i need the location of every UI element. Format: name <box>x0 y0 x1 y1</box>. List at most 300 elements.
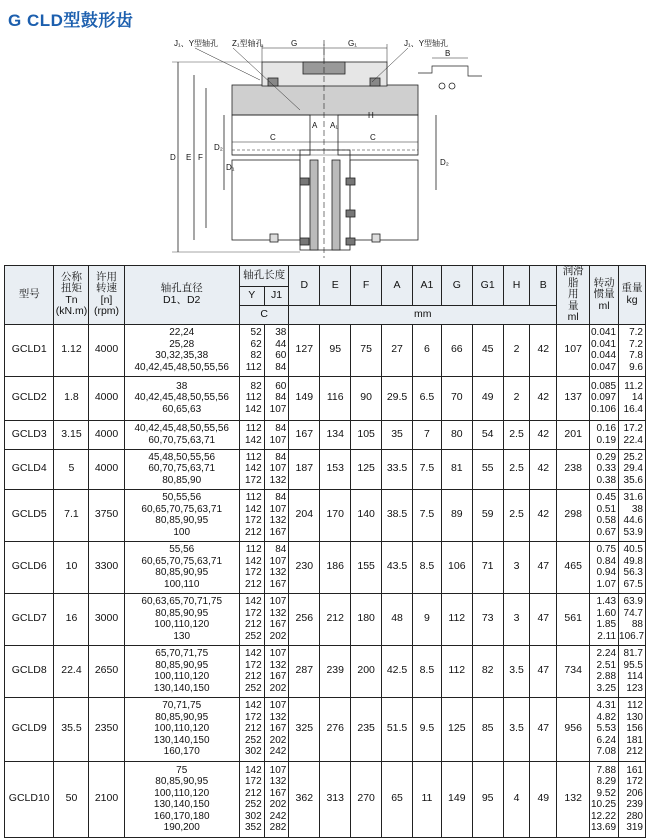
cell-d: 127 <box>289 324 320 376</box>
cell-model: GCLD7 <box>5 593 54 645</box>
cell-y-line: 82 <box>250 380 262 392</box>
cell-inertia-line: 7.88 <box>596 764 617 776</box>
label-e: E <box>186 153 192 162</box>
cell-y-line: 112 <box>245 492 262 503</box>
cell-weight-line: 16.4 <box>623 403 643 415</box>
cell-inertia <box>590 593 619 645</box>
cell-bores-line: 60,70,75,63,71 <box>148 463 216 475</box>
cell-a1: 6.5 <box>412 376 441 420</box>
cell-j1-line: 132 <box>269 474 287 486</box>
table-row <box>5 324 646 376</box>
header-a: A <box>382 266 413 306</box>
cell-inertia-line: 1.60 <box>596 607 617 619</box>
cell-weight <box>619 697 646 761</box>
cell-weight-line: 161 <box>626 764 643 776</box>
cell-torque: 1.8 <box>54 376 89 420</box>
cell-g: 125 <box>441 697 472 761</box>
cell-e: 313 <box>320 761 351 837</box>
cell-y-line: 142 <box>244 403 262 415</box>
cell-lube: 956 <box>557 697 590 761</box>
cell-bores-line: 80,85,90,95 <box>155 515 209 526</box>
label-hole-z: Z₁型轴孔 <box>232 39 264 48</box>
cell-inertia <box>590 697 619 761</box>
cell-j1-line: 107 <box>269 434 287 446</box>
cell-weight-line: 114 <box>627 671 643 682</box>
cell-weight-line: 7.2 <box>629 327 643 338</box>
cell-weight-line: 123 <box>626 682 643 694</box>
cell-speed: 2350 <box>89 697 124 761</box>
cell-b: 47 <box>530 645 557 697</box>
cell-weight-line: 44.6 <box>623 515 643 526</box>
cell-inertia-line: 0.38 <box>596 474 617 486</box>
cell-y-line: 172 <box>244 515 262 526</box>
cell-b: 47 <box>530 541 557 593</box>
cell-weight <box>619 449 646 489</box>
cell-a: 43.5 <box>382 541 413 593</box>
cell-bores-line: 100 <box>173 526 191 538</box>
cell-e: 153 <box>320 449 351 489</box>
cell-j1-line: 167 <box>269 723 287 735</box>
label-a: A <box>312 121 318 130</box>
cell-b: 42 <box>530 489 557 541</box>
cell-y-line: 302 <box>244 810 262 822</box>
cell-weight-line: 181 <box>626 734 643 746</box>
cell-model: GCLD4 <box>5 449 54 489</box>
table-row <box>5 697 646 761</box>
cell-bores-line: 130,140,150 <box>153 734 210 746</box>
cell-y <box>239 489 264 541</box>
cell-bores <box>124 593 239 645</box>
cell-bores-line: 25,28 <box>169 338 195 350</box>
cell-torque: 1.12 <box>54 324 89 376</box>
cell-f: 125 <box>351 449 382 489</box>
label-hole-left: J₁、Y型轴孔 <box>174 39 219 48</box>
cell-inertia-line: 0.45 <box>596 492 617 503</box>
header-g: G <box>441 266 472 306</box>
cell-weight-line: 239 <box>626 799 643 810</box>
cell-g: 70 <box>441 376 472 420</box>
cell-h: 3.5 <box>503 645 530 697</box>
cell-j1-line: 84 <box>275 392 287 404</box>
header-d: D <box>289 266 320 306</box>
cell-model: GCLD8 <box>5 645 54 697</box>
cell-weight <box>619 376 646 420</box>
cell-bores-line: 130,140,150 <box>153 799 210 810</box>
cell-g1: 49 <box>472 376 503 420</box>
cell-a1: 8.5 <box>412 645 441 697</box>
cell-h: 2.5 <box>503 489 530 541</box>
cell-bores-line: 130 <box>173 630 191 642</box>
cell-bores-line: 100,110 <box>164 578 200 590</box>
cell-bores-line: 80,85,90,95 <box>155 776 209 787</box>
cell-y-line: 212 <box>244 787 262 799</box>
cell-weight-line: 49.8 <box>623 555 643 567</box>
label-f: F <box>198 153 203 162</box>
cell-y-line: 142 <box>244 764 262 776</box>
cell-y-line: 212 <box>244 526 262 538</box>
cell-speed: 4000 <box>89 420 124 449</box>
cell-j1-line: 167 <box>269 578 287 590</box>
cell-inertia-line: 0.041 <box>590 338 617 350</box>
cell-lube: 734 <box>557 645 590 697</box>
cell-j1-line: 202 <box>269 630 287 642</box>
cell-f: 155 <box>351 541 382 593</box>
cell-lube: 238 <box>557 449 590 489</box>
cell-inertia-line: 4.82 <box>596 711 617 723</box>
cell-inertia-line: 0.67 <box>596 526 617 538</box>
header-h: H <box>503 266 530 306</box>
cell-y-line: 212 <box>244 619 262 630</box>
cell-y-line: 142 <box>244 596 262 607</box>
cell-inertia-line: 2.11 <box>597 630 617 642</box>
cell-bores-line: 30,32,35,38 <box>155 350 209 361</box>
cell-j1-line: 132 <box>269 711 287 723</box>
cell-inertia <box>590 449 619 489</box>
cell-d: 167 <box>289 420 320 449</box>
cell-inertia <box>590 420 619 449</box>
cell-h: 2 <box>503 324 530 376</box>
cell-h: 3.5 <box>503 697 530 761</box>
cell-y-line: 112 <box>245 392 262 404</box>
cell-b: 42 <box>530 449 557 489</box>
cell-inertia-line: 0.94 <box>596 567 617 578</box>
table-row <box>5 761 646 837</box>
label-a1: A₁ <box>330 121 339 130</box>
cell-y <box>239 376 264 420</box>
cell-f: 75 <box>351 324 382 376</box>
header-weight: 重量 kg <box>619 266 646 325</box>
cell-y-line: 112 <box>245 423 262 434</box>
cell-a: 48 <box>382 593 413 645</box>
cell-j1 <box>264 697 289 761</box>
cell-f: 105 <box>351 420 382 449</box>
cell-bores-line: 130,140,150 <box>153 682 210 694</box>
cell-y-line: 52 <box>250 327 262 338</box>
cell-j1-line: 167 <box>269 526 287 538</box>
cell-a1: 11 <box>412 761 441 837</box>
cell-h: 4 <box>503 761 530 837</box>
cell-weight-line: 40.5 <box>623 544 643 555</box>
cell-f: 200 <box>351 645 382 697</box>
header-c: C <box>239 305 288 324</box>
cell-weight-line: 280 <box>626 810 643 822</box>
cell-j1-line: 202 <box>269 799 287 810</box>
cell-a1: 7.5 <box>412 449 441 489</box>
cell-y-line: 212 <box>244 671 262 682</box>
cell-e: 134 <box>320 420 351 449</box>
cell-y-line: 302 <box>244 746 262 758</box>
cell-inertia-line: 0.84 <box>596 555 617 567</box>
cell-y-line: 82 <box>250 350 262 361</box>
cell-weight-line: 130 <box>626 711 643 723</box>
cell-j1-line: 167 <box>269 787 287 799</box>
cell-a1: 8.5 <box>412 541 441 593</box>
cell-j1-line: 107 <box>269 403 287 415</box>
cell-g1: 73 <box>472 593 503 645</box>
cell-bores-line: 160,170 <box>163 746 200 758</box>
cell-j1-line: 132 <box>269 659 287 671</box>
cell-f: 140 <box>351 489 382 541</box>
cell-j1 <box>264 489 289 541</box>
cell-inertia-line: 1.07 <box>596 578 617 590</box>
cell-b: 49 <box>530 761 557 837</box>
cell-bores <box>124 376 239 420</box>
cell-j1-line: 84 <box>275 492 287 503</box>
label-h: H <box>368 111 374 120</box>
cell-weight-line: 31.6 <box>623 492 643 503</box>
header-bore: 轴孔直径 D1、D2 <box>124 266 239 325</box>
cell-torque: 5 <box>54 449 89 489</box>
cell-weight-line: 22.4 <box>623 434 643 446</box>
cell-j1-line: 282 <box>269 822 287 833</box>
cell-weight-line: 38 <box>631 503 643 515</box>
table-row <box>5 376 646 420</box>
cell-inertia-line: 1.43 <box>596 596 617 607</box>
header-y: Y <box>239 287 264 306</box>
cell-y-line: 352 <box>244 822 262 833</box>
cell-j1 <box>264 541 289 593</box>
cell-g: 80 <box>441 420 472 449</box>
cell-model: GCLD3 <box>5 420 54 449</box>
cell-model: GCLD2 <box>5 376 54 420</box>
cell-weight <box>619 489 646 541</box>
cell-bores-line: 100,110,120 <box>154 787 210 799</box>
cell-inertia-line: 0.16 <box>596 423 617 434</box>
cell-lube: 561 <box>557 593 590 645</box>
cell-bores <box>124 645 239 697</box>
cell-j1-line: 107 <box>269 596 287 607</box>
cell-inertia-line: 12.22 <box>590 810 617 822</box>
cell-weight-line: 7.8 <box>629 350 643 361</box>
header-bore-length: 轴孔长度 <box>239 266 288 287</box>
label-hole-right: J₁、Y型轴孔 <box>404 39 449 48</box>
cell-speed: 3000 <box>89 593 124 645</box>
cell-j1-line: 242 <box>269 746 287 758</box>
cell-g: 149 <box>441 761 472 837</box>
cell-weight-line: 29.4 <box>623 463 643 475</box>
header-g1: G1 <box>472 266 503 306</box>
cell-h: 2.5 <box>503 449 530 489</box>
cell-bores-line: 70,71,75 <box>162 700 202 712</box>
cell-lube: 465 <box>557 541 590 593</box>
label-dz: D₂ <box>214 143 223 152</box>
cell-y-line: 142 <box>244 503 262 515</box>
cell-inertia-line: 1.85 <box>596 619 617 630</box>
cell-bores-line: 40,42,45,48,50,55,56 <box>134 423 229 434</box>
cell-inertia <box>590 324 619 376</box>
cell-y-line: 172 <box>244 659 262 671</box>
cell-weight-line: 7.2 <box>629 338 643 350</box>
cell-y-line: 172 <box>244 776 262 787</box>
cell-e: 276 <box>320 697 351 761</box>
cell-inertia-line: 3.25 <box>596 682 617 694</box>
cell-inertia-line: 13.69 <box>590 822 617 833</box>
cell-d: 325 <box>289 697 320 761</box>
cell-d: 362 <box>289 761 320 837</box>
cell-inertia-line: 8.29 <box>596 776 617 787</box>
cell-bores-line: 100,110,120 <box>154 671 210 682</box>
cell-bores-line: 80,85,90,95 <box>155 567 209 578</box>
cell-a: 33.5 <box>382 449 413 489</box>
cell-j1 <box>264 593 289 645</box>
table-row <box>5 449 646 489</box>
cell-y-line: 212 <box>244 723 262 735</box>
cell-a: 65 <box>382 761 413 837</box>
cell-j1-line: 132 <box>269 515 287 526</box>
cell-y <box>239 324 264 376</box>
cell-j1 <box>264 761 289 837</box>
cell-bores-line: 40,42,45,48,50,55,56 <box>134 361 229 373</box>
cell-g1: 95 <box>472 761 503 837</box>
cell-speed: 2650 <box>89 645 124 697</box>
cell-weight-line: 67.5 <box>623 578 643 590</box>
header-a1: A1 <box>412 266 441 306</box>
cell-lube: 132 <box>557 761 590 837</box>
cell-weight-line: 74.7 <box>623 607 643 619</box>
cell-bores-line: 80,85,90,95 <box>155 711 209 723</box>
cell-bores-line: 190,200 <box>163 822 200 833</box>
cell-j1-line: 84 <box>275 544 287 555</box>
cell-bores-line: 50,55,56 <box>162 492 202 503</box>
cell-b: 42 <box>530 376 557 420</box>
cell-bores-line: 55,56 <box>169 544 195 555</box>
cell-h: 2.5 <box>503 420 530 449</box>
cell-d: 256 <box>289 593 320 645</box>
cell-d: 187 <box>289 449 320 489</box>
cell-a: 27 <box>382 324 413 376</box>
cell-inertia-line: 0.044 <box>590 350 617 361</box>
cell-inertia-line: 0.58 <box>596 515 617 526</box>
cell-y-line: 172 <box>244 607 262 619</box>
cell-h: 2 <box>503 376 530 420</box>
cell-e: 239 <box>320 645 351 697</box>
cell-inertia-line: 0.33 <box>596 463 617 475</box>
spec-table <box>4 265 646 838</box>
cell-weight-line: 63.9 <box>623 596 643 607</box>
cell-g1: 71 <box>472 541 503 593</box>
cell-inertia-line: 2.24 <box>596 648 617 659</box>
cell-y-line: 142 <box>244 700 262 712</box>
cell-g1: 55 <box>472 449 503 489</box>
cell-bores-line: 80,85,90 <box>162 474 202 486</box>
cell-j1-line: 107 <box>269 648 287 659</box>
cell-inertia-line: 0.19 <box>596 434 617 446</box>
cell-y-line: 62 <box>250 338 262 350</box>
cell-j1-line: 167 <box>269 671 287 682</box>
cell-y <box>239 449 264 489</box>
cell-inertia-line: 10.25 <box>590 799 617 810</box>
cell-model: GCLD6 <box>5 541 54 593</box>
cell-g: 112 <box>441 645 472 697</box>
cell-torque: 16 <box>54 593 89 645</box>
cell-inertia <box>590 645 619 697</box>
label-d: D <box>170 153 176 162</box>
cell-bores-line: 38 <box>176 380 188 392</box>
cell-bores-line: 80,85,90,95 <box>155 607 209 619</box>
cell-bores <box>124 324 239 376</box>
cell-bores-line: 75 <box>176 764 188 776</box>
cell-inertia-line: 0.085 <box>590 380 617 392</box>
cell-g1: 82 <box>472 645 503 697</box>
cell-a: 35 <box>382 420 413 449</box>
cell-d: 204 <box>289 489 320 541</box>
cell-weight-line: 212 <box>626 746 643 758</box>
cell-g: 112 <box>441 593 472 645</box>
cell-j1 <box>264 324 289 376</box>
cell-inertia-line: 0.097 <box>590 392 617 404</box>
cell-g1: 85 <box>472 697 503 761</box>
label-b: B <box>445 49 451 58</box>
cell-y <box>239 697 264 761</box>
cell-j1-line: 84 <box>275 361 287 373</box>
cell-d: 287 <box>289 645 320 697</box>
cell-inertia-line: 0.51 <box>596 503 617 515</box>
cell-speed: 4000 <box>89 449 124 489</box>
table-row <box>5 645 646 697</box>
cell-y-line: 172 <box>244 567 262 578</box>
cell-bores <box>124 761 239 837</box>
cell-speed: 2100 <box>89 761 124 837</box>
cell-j1 <box>264 420 289 449</box>
cell-j1-line: 107 <box>269 764 287 776</box>
cell-torque: 22.4 <box>54 645 89 697</box>
cell-weight-line: 25.2 <box>623 451 643 463</box>
cell-b: 42 <box>530 420 557 449</box>
cell-j1 <box>264 645 289 697</box>
cell-y-line: 112 <box>245 361 262 373</box>
cell-j1 <box>264 376 289 420</box>
cell-model: GCLD9 <box>5 697 54 761</box>
cell-j1-line: 84 <box>275 451 287 463</box>
cell-weight <box>619 645 646 697</box>
cell-y-line: 142 <box>244 555 262 567</box>
cell-g1: 59 <box>472 489 503 541</box>
cell-bores-line: 60,65,70,75,63,71 <box>141 503 223 515</box>
cell-y-line: 172 <box>244 711 262 723</box>
cell-a: 29.5 <box>382 376 413 420</box>
cell-weight-line: 35.6 <box>623 474 643 486</box>
cell-a: 38.5 <box>382 489 413 541</box>
header-speed: 许用 转速 [n] (rpm) <box>89 266 124 325</box>
cell-inertia-line: 0.75 <box>596 544 617 555</box>
cell-inertia-line: 5.53 <box>596 723 617 735</box>
cell-e: 212 <box>320 593 351 645</box>
cell-weight-line: 88 <box>631 619 643 630</box>
cell-weight-line: 81.7 <box>623 648 643 659</box>
cell-y <box>239 420 264 449</box>
cell-inertia-line: 0.047 <box>590 361 617 373</box>
cell-weight <box>619 541 646 593</box>
cell-y-line: 142 <box>244 648 262 659</box>
cell-j1 <box>264 449 289 489</box>
cell-b: 42 <box>530 324 557 376</box>
cell-bores-line: 40,42,45,48,50,55,56 <box>134 392 229 404</box>
cell-y-line: 252 <box>244 630 262 642</box>
cell-y <box>239 593 264 645</box>
cell-g: 106 <box>441 541 472 593</box>
cell-speed: 3300 <box>89 541 124 593</box>
cell-e: 116 <box>320 376 351 420</box>
label-g1: G₁ <box>348 39 357 48</box>
cell-lube: 107 <box>557 324 590 376</box>
cell-weight <box>619 761 646 837</box>
cell-y-line: 142 <box>244 463 262 475</box>
cell-b: 47 <box>530 697 557 761</box>
cell-e: 170 <box>320 489 351 541</box>
cell-weight-line: 11.2 <box>624 380 643 392</box>
table-row <box>5 593 646 645</box>
cell-bores-line: 60,65,70,75,63,71 <box>141 555 223 567</box>
